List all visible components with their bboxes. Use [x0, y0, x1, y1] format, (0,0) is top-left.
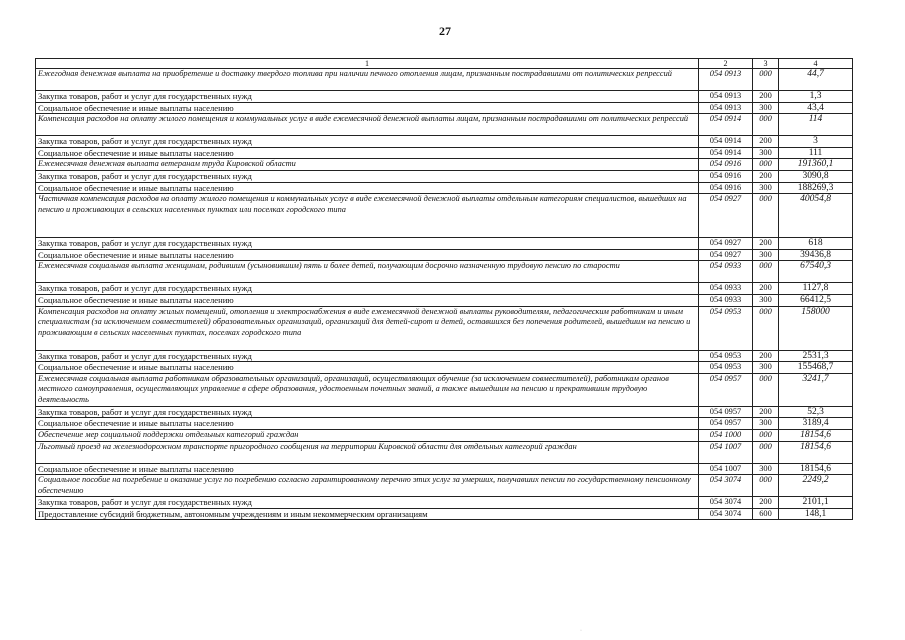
table-row: [36, 91, 853, 103]
row-code-cell: 054 0913: [699, 102, 753, 114]
table-row: [36, 102, 853, 114]
header-col-2: 2: [699, 59, 753, 69]
row-code-cell: 054 0953: [699, 350, 753, 362]
row-name-cell: Ежемесячная социальная выплата женщинам, родившим (усыновившим) пять и более детей, получающим досрочно назначенную трудовую пенсию по старости: [36, 261, 699, 283]
row-code-cell: 054 0927: [699, 194, 753, 238]
table-body: [36, 69, 853, 520]
row-type-cell: 200: [753, 406, 779, 418]
table-row: [36, 283, 853, 295]
row-name-cell: Социальное обеспечение и иные выплаты населению: [36, 182, 699, 194]
table-row: [36, 508, 853, 520]
row-sum-cell: 2101,1: [779, 497, 853, 509]
table-row: [36, 350, 853, 362]
row-type-cell: 300: [753, 362, 779, 374]
table-row: [36, 147, 853, 159]
row-code-cell: 054 0933: [699, 294, 753, 306]
row-sum-cell: 155468,7: [779, 362, 853, 374]
row-sum-cell: 188269,3: [779, 182, 853, 194]
table-row: [36, 373, 853, 406]
row-type-cell: 000: [753, 261, 779, 283]
table-row: [36, 182, 853, 194]
row-type-cell: 300: [753, 102, 779, 114]
table-row: [36, 306, 853, 350]
row-type-cell: 600: [753, 508, 779, 520]
row-type-cell: 000: [753, 69, 779, 91]
row-code-cell: 054 0916: [699, 170, 753, 182]
row-type-cell: 000: [753, 373, 779, 406]
table-row: [36, 441, 853, 463]
row-name-cell: Закупка товаров, работ и услуг для государственных нужд: [36, 283, 699, 295]
row-type-cell: 000: [753, 159, 779, 171]
row-code-cell: 054 0916: [699, 182, 753, 194]
table-row: [36, 238, 853, 250]
row-name-cell: Компенсация расходов на оплату жилых помещений, отопления и электроснабжения в виде ежемесячной денежной выплаты руководителям, педагогическим работникам и иным специалистам (за исключением совместителей) образовательных организаций, организаций для детей-сирот и детей, оставшихся без попечения родителей, вышедшим на пенсию и проживающим в сельских населенных пунктах, поселках городского типа: [36, 306, 699, 350]
row-sum-cell: 40054,8: [779, 194, 853, 238]
row-type-cell: 300: [753, 463, 779, 475]
table-row: [36, 159, 853, 171]
table-header-row: [36, 59, 853, 69]
row-type-cell: 300: [753, 147, 779, 159]
budget-table: [35, 58, 853, 520]
row-type-cell: 000: [753, 441, 779, 463]
row-type-cell: 200: [753, 283, 779, 295]
row-sum-cell: 2249,2: [779, 475, 853, 497]
row-name-cell: Ежегодная денежная выплата на приобретение и доставку твердого топлива при наличии печного отопления лицам, признанным пострадавшими от политических репрессий: [36, 69, 699, 91]
row-type-cell: 200: [753, 238, 779, 250]
row-sum-cell: 191360,1: [779, 159, 853, 171]
row-sum-cell: 18154,6: [779, 441, 853, 463]
row-sum-cell: 18154,6: [779, 429, 853, 441]
row-sum-cell: 43,4: [779, 102, 853, 114]
header-col-3: 3: [753, 59, 779, 69]
row-sum-cell: 3: [779, 136, 853, 148]
row-code-cell: 054 0914: [699, 136, 753, 148]
row-sum-cell: 158000: [779, 306, 853, 350]
row-name-cell: Социальное обеспечение и иные выплаты населению: [36, 463, 699, 475]
table-row: [36, 136, 853, 148]
row-name-cell: Ежемесячная социальная выплата работникам образовательных организаций, организаций, осуществляющих обучение (за исключением совместителей), работникам органов местного самоуправления, осуществляющих управление в сфере образования, удостоенным почетных званий, а также вышедшим на пенсию и прекратившим трудовую деятельность: [36, 373, 699, 406]
row-code-cell: 054 0933: [699, 283, 753, 295]
header-col-4: 4: [779, 59, 853, 69]
row-sum-cell: 39436,8: [779, 249, 853, 261]
row-sum-cell: 3090,8: [779, 170, 853, 182]
table-row: [36, 294, 853, 306]
row-type-cell: 000: [753, 194, 779, 238]
header-col-1: 1: [36, 59, 699, 69]
row-name-cell: Социальное обеспечение и иные выплаты населению: [36, 249, 699, 261]
table-row: [36, 429, 853, 441]
row-name-cell: Закупка товаров, работ и услуг для государственных нужд: [36, 406, 699, 418]
table-row: [36, 170, 853, 182]
row-sum-cell: 111: [779, 147, 853, 159]
row-name-cell: Закупка товаров, работ и услуг для государственных нужд: [36, 497, 699, 509]
row-type-cell: 200: [753, 350, 779, 362]
table-row: [36, 406, 853, 418]
row-name-cell: Льготный проезд на железнодорожном транспорте пригородного сообщения на территории Кировской области для отдельных категорий граждан: [36, 441, 699, 463]
row-type-cell: 200: [753, 497, 779, 509]
row-sum-cell: 1,3: [779, 91, 853, 103]
row-sum-cell: 66412,5: [779, 294, 853, 306]
row-name-cell: Закупка товаров, работ и услуг для государственных нужд: [36, 136, 699, 148]
row-sum-cell: 3241,7: [779, 373, 853, 406]
row-code-cell: 054 0933: [699, 261, 753, 283]
table-row: [36, 362, 853, 374]
row-name-cell: Социальное обеспечение и иные выплаты населению: [36, 362, 699, 374]
row-code-cell: 054 0953: [699, 306, 753, 350]
row-code-cell: 054 0927: [699, 238, 753, 250]
row-sum-cell: 1127,8: [779, 283, 853, 295]
table-row: [36, 69, 853, 91]
row-code-cell: 054 1007: [699, 463, 753, 475]
row-sum-cell: 148,1: [779, 508, 853, 520]
row-code-cell: 054 0913: [699, 69, 753, 91]
row-name-cell: Закупка товаров, работ и услуг для государственных нужд: [36, 238, 699, 250]
row-name-cell: Предоставление субсидий бюджетным, автономным учреждениям и иным некоммерческим организациям: [36, 508, 699, 520]
table-row: [36, 114, 853, 136]
table-row: [36, 463, 853, 475]
row-sum-cell: 3189,4: [779, 418, 853, 430]
row-type-cell: 000: [753, 429, 779, 441]
row-sum-cell: 18154,6: [779, 463, 853, 475]
row-code-cell: 054 3074: [699, 475, 753, 497]
row-code-cell: 054 0957: [699, 418, 753, 430]
row-name-cell: Ежемесячная денежная выплата ветеранам труда Кировской области: [36, 159, 699, 171]
row-code-cell: 054 0914: [699, 147, 753, 159]
row-type-cell: 000: [753, 114, 779, 136]
row-code-cell: 054 0913: [699, 91, 753, 103]
row-code-cell: 054 0953: [699, 362, 753, 374]
table-row: [36, 249, 853, 261]
row-code-cell: 054 0927: [699, 249, 753, 261]
row-type-cell: 300: [753, 418, 779, 430]
row-name-cell: Социальное обеспечение и иные выплаты населению: [36, 418, 699, 430]
row-name-cell: Социальное обеспечение и иные выплаты населению: [36, 147, 699, 159]
row-type-cell: 000: [753, 475, 779, 497]
row-sum-cell: 618: [779, 238, 853, 250]
row-sum-cell: 2531,3: [779, 350, 853, 362]
scan-artifact: ·: [580, 628, 582, 634]
row-type-cell: 300: [753, 182, 779, 194]
row-code-cell: 054 0916: [699, 159, 753, 171]
row-code-cell: 054 1007: [699, 441, 753, 463]
row-name-cell: Закупка товаров, работ и услуг для государственных нужд: [36, 350, 699, 362]
table-row: [36, 475, 853, 497]
row-name-cell: Социальное обеспечение и иные выплаты населению: [36, 102, 699, 114]
row-code-cell: 054 0957: [699, 406, 753, 418]
page-number: 27: [439, 24, 451, 38]
row-type-cell: 200: [753, 136, 779, 148]
row-code-cell: 054 3074: [699, 497, 753, 509]
table-row: [36, 418, 853, 430]
row-sum-cell: 44,7: [779, 69, 853, 91]
row-name-cell: Закупка товаров, работ и услуг для государственных нужд: [36, 170, 699, 182]
row-code-cell: 054 0914: [699, 114, 753, 136]
row-name-cell: Социальное обеспечение и иные выплаты населению: [36, 294, 699, 306]
row-type-cell: 300: [753, 294, 779, 306]
row-sum-cell: 67540,3: [779, 261, 853, 283]
row-sum-cell: 52,3: [779, 406, 853, 418]
row-name-cell: Обеспечение мер социальной поддержки отдельных категорий граждан: [36, 429, 699, 441]
row-code-cell: 054 1000: [699, 429, 753, 441]
table-row: [36, 261, 853, 283]
row-sum-cell: 114: [779, 114, 853, 136]
row-name-cell: Закупка товаров, работ и услуг для государственных нужд: [36, 91, 699, 103]
row-type-cell: 200: [753, 91, 779, 103]
table-row: [36, 497, 853, 509]
row-code-cell: 054 3074: [699, 508, 753, 520]
row-type-cell: 200: [753, 170, 779, 182]
row-name-cell: Компенсация расходов на оплату жилого помещения и коммунальных услуг в виде ежемесячной денежной выплаты лицам, признанным пострадавшими от политических репрессий: [36, 114, 699, 136]
row-type-cell: 300: [753, 249, 779, 261]
row-code-cell: 054 0957: [699, 373, 753, 406]
row-name-cell: Социальное пособие на погребение и оказание услуг по погребению согласно гарантированному перечню этих услуг за умерших, получавших пенсии по государственному пенсионному обеспечению: [36, 475, 699, 497]
table-row: [36, 194, 853, 238]
row-name-cell: Частичная компенсация расходов на оплату жилого помещения и коммунальных услуг в виде ежемесячной денежной выплаты отдельным категориям специалистов, вышедших на пенсию и проживающих в сельских населенных пунктах или поселках городского типа: [36, 194, 699, 238]
row-type-cell: 000: [753, 306, 779, 350]
